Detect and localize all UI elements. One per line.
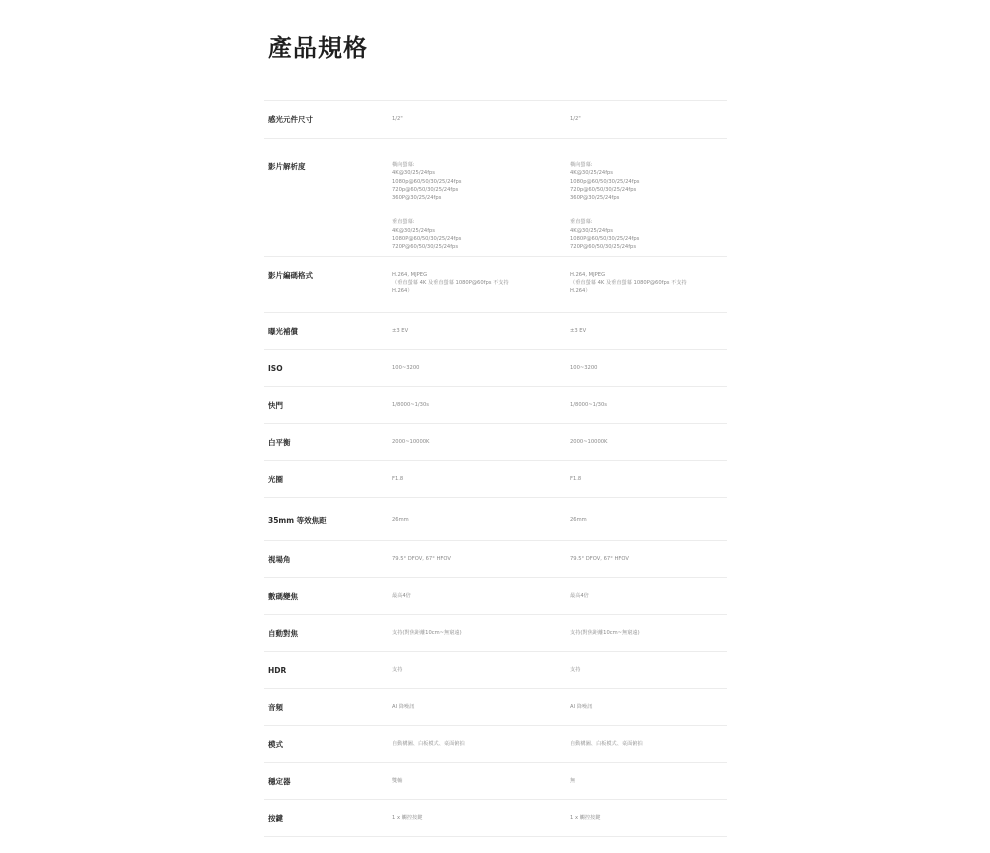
spec-label: 數碼變焦 bbox=[268, 592, 298, 601]
spec-row-fov bbox=[264, 540, 727, 577]
spec-value-model-b: 100~3200 bbox=[570, 365, 598, 371]
spec-value-model-a: 1 x 觸控按鍵 bbox=[392, 815, 423, 821]
spec-value-model-b: 支持(對焦距離10cm~無窮遠) bbox=[570, 630, 640, 636]
spec-value-model-b: 支持 bbox=[570, 667, 581, 673]
spec-label: 模式 bbox=[268, 740, 283, 749]
spec-value-model-a: 最高4倍 bbox=[392, 593, 411, 599]
spec-row-codec bbox=[264, 256, 727, 312]
spec-row-shutter bbox=[264, 386, 727, 423]
spec-row-sensor bbox=[264, 100, 727, 138]
spec-row-aperture bbox=[264, 460, 727, 497]
spec-value-model-a: 1/2" bbox=[392, 116, 403, 122]
spec-value-model-b: 最高4倍 bbox=[570, 593, 589, 599]
spec-row-focal-length bbox=[264, 497, 727, 540]
spec-row-stabilizer bbox=[264, 762, 727, 799]
spec-value-model-b: AI 降噪訊 bbox=[570, 704, 593, 710]
spec-row-mode bbox=[264, 725, 727, 762]
spec-row-iso bbox=[264, 349, 727, 386]
spec-label: 曝光補償 bbox=[268, 327, 298, 336]
spec-row-exposure bbox=[264, 312, 727, 349]
spec-value-model-b: ±3 EV bbox=[570, 328, 587, 334]
portrait-resolutions: 垂直螢幕: 4K@30/25/24fps 1080P@60/50/30/25/24fps 720P@60/50/30/25/24fps bbox=[392, 219, 462, 251]
spec-row-white-balance bbox=[264, 423, 727, 460]
spec-value-model-a: 雙軸 bbox=[392, 778, 403, 784]
spec-value-model-a: H.264, MJPEG （垂直螢幕 4K 及垂直螢幕 1080P@60fps 不支持 H.264） bbox=[392, 272, 509, 295]
spec-value-model-b: F1.8 bbox=[570, 476, 582, 482]
spec-label: 自動對焦 bbox=[268, 629, 298, 638]
spec-value-model-b: 1/2" bbox=[570, 116, 581, 122]
spec-label: 35mm 等效焦距 bbox=[268, 516, 327, 525]
spec-label: 光圈 bbox=[268, 475, 283, 484]
spec-value-model-b: 26mm bbox=[570, 517, 587, 523]
spec-row-audio bbox=[264, 688, 727, 725]
spec-value-model-a: 100~3200 bbox=[392, 365, 420, 371]
spec-label: 影片編碼格式 bbox=[268, 271, 313, 280]
spec-row-autofocus bbox=[264, 614, 727, 651]
portrait-resolutions: 垂直螢幕: 4K@30/25/24fps 1080P@60/50/30/25/24fps 720P@60/50/30/25/24fps bbox=[570, 219, 640, 251]
spec-row-buttons bbox=[264, 799, 727, 837]
spec-row-hdr bbox=[264, 651, 727, 688]
spec-value-model-b: 2000~10000K bbox=[570, 439, 608, 445]
spec-value-model-b bbox=[570, 153, 727, 251]
spec-value-model-b: 無 bbox=[570, 778, 576, 784]
spec-value-model-a: ±3 EV bbox=[392, 328, 409, 334]
landscape-resolutions: 橫向螢幕: 4K@30/25/24fps 1080p@60/50/30/25/24fps 720p@60/50/30/25/24fps 360P@30/25/24fps bbox=[392, 162, 462, 202]
spec-value-model-a: 1/8000~1/30s bbox=[392, 402, 429, 408]
spec-value-model-a: F1.8 bbox=[392, 476, 404, 482]
spec-value-model-a: AI 降噪訊 bbox=[392, 704, 415, 710]
spec-value-model-a bbox=[392, 153, 570, 251]
spec-value-model-b: 79.5° DFOV, 67° HFOV bbox=[570, 556, 629, 562]
spec-row-digital-zoom bbox=[264, 577, 727, 614]
spec-label: ISO bbox=[268, 364, 283, 373]
spec-label: 音頻 bbox=[268, 703, 283, 712]
spec-label: 影片解析度 bbox=[268, 162, 306, 171]
spec-label: 穩定器 bbox=[268, 777, 291, 786]
spec-value-model-a: 2000~10000K bbox=[392, 439, 430, 445]
spec-value-model-b: 1 x 觸控按鍵 bbox=[570, 815, 601, 821]
spec-value-model-a: 支持 bbox=[392, 667, 403, 673]
spec-label: 白平衡 bbox=[268, 438, 291, 447]
spec-label: HDR bbox=[268, 666, 287, 675]
spec-label: 按鍵 bbox=[268, 814, 283, 823]
spec-table bbox=[264, 100, 727, 837]
spec-value-model-b: H.264, MJPEG （垂直螢幕 4K 及垂直螢幕 1080P@60fps 不支持 H.264） bbox=[570, 272, 687, 295]
spec-value-model-b: 1/8000~1/30s bbox=[570, 402, 607, 408]
spec-value-model-a: 79.5° DFOV, 67° HFOV bbox=[392, 556, 451, 562]
spec-value-model-a: 支持(對焦距離10cm~無窮遠) bbox=[392, 630, 462, 636]
page-title: 產品規格 bbox=[268, 34, 368, 62]
spec-value-model-a: 26mm bbox=[392, 517, 409, 523]
spec-value-model-b: 自動構圖、白板模式、桌面俯拍 bbox=[570, 741, 643, 747]
spec-row-resolution bbox=[264, 138, 727, 256]
spec-label: 快門 bbox=[268, 401, 283, 410]
spec-label: 感光元件尺寸 bbox=[268, 115, 313, 124]
spec-label: 視場角 bbox=[268, 555, 291, 564]
landscape-resolutions: 橫向螢幕: 4K@30/25/24fps 1080p@60/50/30/25/24fps 720p@60/50/30/25/24fps 360P@30/25/24fps bbox=[570, 162, 640, 202]
spec-value-model-a: 自動構圖、白板模式、桌面俯拍 bbox=[392, 741, 465, 747]
